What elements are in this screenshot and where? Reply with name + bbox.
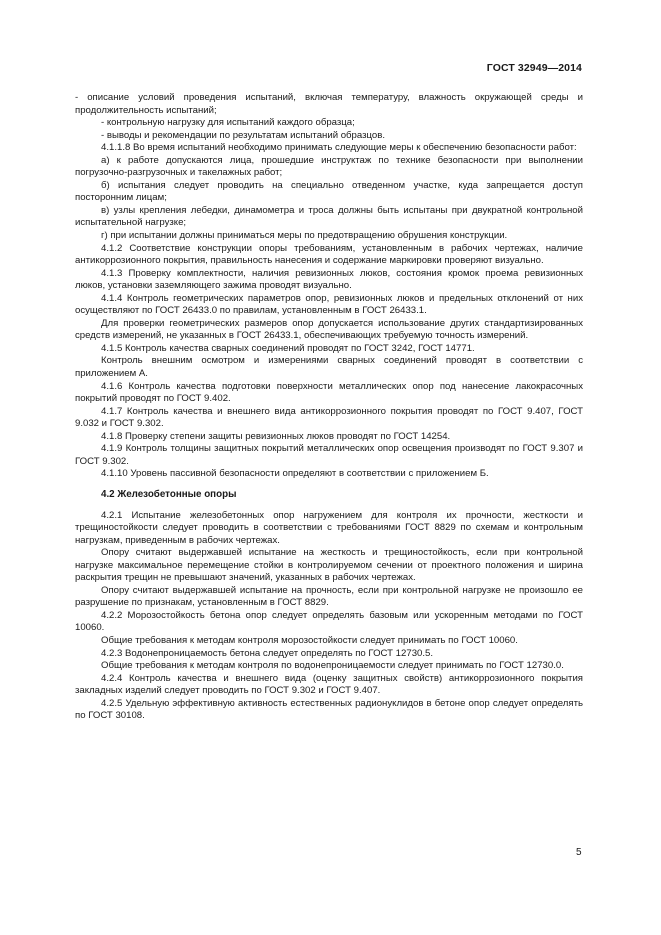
paragraph: в) узлы крепления лебедки, динамометра и троса должны быть испытаны при двукратной контрольной испытательной нагрузке; [75,204,583,229]
paragraph: Общие требования к методам контроля по водонепроницаемости следует принимать по ГОСТ 12730.0. [101,660,564,672]
paragraph: Опору считают выдержавшей испытание на прочность, если при контрольной нагрузке не произошло ее разрушение по признакам, установленным в ГОСТ 8829. [75,584,583,609]
paragraph: 4.1.3 Проверку комплектности, наличия ревизионных люков, состояния кромок проема ревизионных люков, установки заземляющего зажима проводят визуально. [75,267,583,292]
paragraph: 4.1.1.8 Во время испытаний необходимо принимать следующие меры к обеспечению безопасности работ: [101,142,577,154]
paragraph: 4.1.8 Проверку степени защиты ревизионных люков проводят по ГОСТ 14254. [101,430,451,442]
paragraph: 4.2.5 Удельную эффективную активность естественных радионуклидов в бетоне опор следует определять по ГОСТ 30108. [75,697,583,722]
document-body [75,92,583,723]
paragraph: 4.1.9 Контроль толщины защитных покрытий металлических опор освещения производят по ГОСТ 9.307 и ГОСТ 9.302. [75,443,583,467]
list-item: - контрольную нагрузку для испытаний каждого образца; [101,117,355,129]
page-number: 5 [576,847,582,858]
paragraph: 4.1.2 Соответствие конструкции опоры требованиям, установленным в рабочих чертежах, наличие антикоррозионного покрытия, правильность нанесения и содержание маркировки проверяют визуально. [75,242,583,267]
list-item: - описание условий проведения испытаний, включая температуру, влажность окружающей среды и продолжительность испытаний; [75,92,583,116]
paragraph: Опору считают выдержавшей испытание на жесткость и трещиностойкость, если при контрольной нагрузке максимальное перемещение стойки в контролируемом сечении от проектного положения и ширина раскрытия трещин не превышают значений, указанных в рабочих чертежах. [75,547,583,584]
paragraph: 4.2.3 Водонепроницаемость бетона следует определять по ГОСТ 12730.5. [101,647,434,659]
document-code-header: ГОСТ 32949—2014 [486,62,582,74]
paragraph: 4.2.1 Испытание железобетонных опор нагружением для контроля их прочности, жесткости и трещиностойкости следует проводить в соответствии с требованиями ГОСТ 8829 по схемам и контрольным нагрузкам, приведенным в рабочих чертежах. [75,509,583,546]
list-item: - выводы и рекомендации по результатам испытаний образцов. [101,129,386,141]
paragraph: Контроль внешним осмотром и измерениями сварных соединений проводят в соответствии с приложением А. [75,355,583,380]
paragraph: 4.1.4 Контроль геометрических параметров опор, ревизионных люков и предельных отклонений от них осуществляют по ГОСТ 26433.0 по правилам, установленным в ГОСТ 26433.1. [75,292,583,317]
paragraph: 4.1.5 Контроль качества сварных соединений проводят по ГОСТ 3242, ГОСТ 14771. [101,342,475,354]
paragraph: 4.1.6 Контроль качества подготовки поверхности металлических опор под нанесение лакокрасочных покрытий проводят по ГОСТ 9.402. [75,380,583,405]
paragraph: г) при испытании должны приниматься меры по предотвращению обрушения конструкции. [101,230,508,242]
paragraph: Для проверки геометрических размеров опор допускается использование других стандартизированных средств измерений, не указанных в ГОСТ 26433.1, обеспечивающих требуемую точность измерений. [75,317,583,342]
paragraph: 4.1.10 Уровень пассивной безопасности определяют в соответствии с приложением Б. [101,468,489,480]
paragraph: а) к работе допускаются лица, прошедшие инструктаж по технике безопасности при выполнении погрузочно-разгрузочных и такелажных работ; [75,154,583,179]
paragraph: Общие требования к методам контроля морозостойкости следует принимать по ГОСТ 10060. [101,634,518,646]
paragraph: 4.2.2 Морозостойкость бетона опор следует определять базовым или ускоренным методами по ГОСТ 10060. [75,609,583,634]
paragraph: б) испытания следует проводить на специально отведенном участке, куда запрещается доступ посторонним лицам; [75,179,583,204]
section-heading: 4.2 Железобетонные опоры [101,488,237,500]
paragraph: 4.2.4 Контроль качества и внешнего вида (оценку защитных свойств) антикоррозионного покрытия закладных изделий следует проводить по ГОСТ 9.302 и ГОСТ 9.407. [75,672,583,697]
paragraph: 4.1.7 Контроль качества и внешнего вида антикоррозионного покрытия проводят по ГОСТ 9.407, ГОСТ 9.032 и ГОСТ 9.302. [75,405,583,430]
